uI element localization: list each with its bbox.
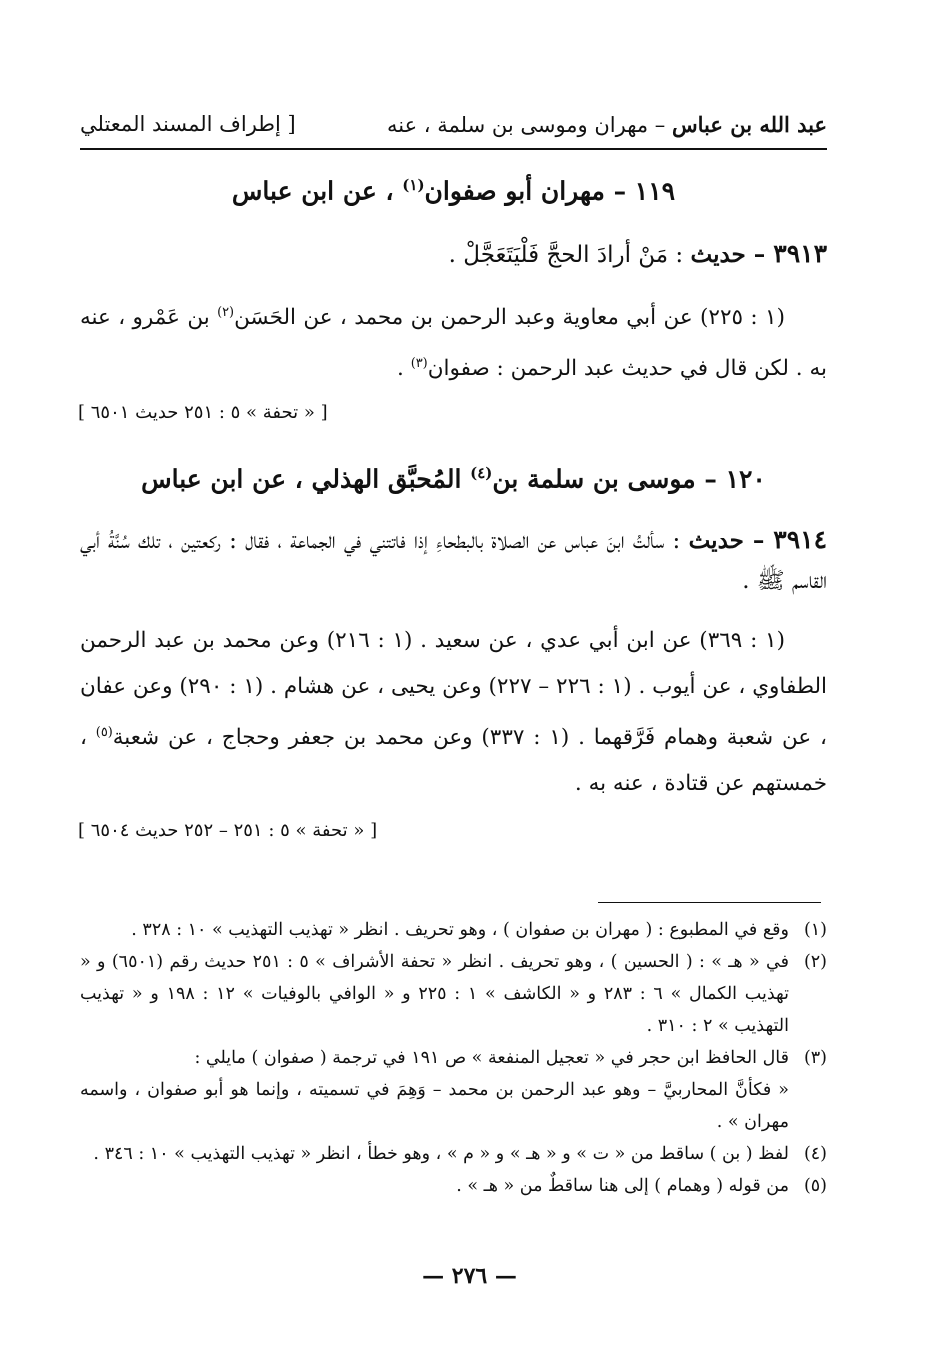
header-book-title: [ إطراف المسند المعتلي bbox=[80, 112, 296, 136]
section-title-tail: ، عن ابن عباس bbox=[231, 176, 403, 206]
footnote-number: (٣) bbox=[803, 1048, 827, 1068]
isnad-text: بن عَمْرو ، عنه به . لكن قال في حديث عبد الرحمن : صفوان bbox=[80, 305, 827, 382]
footnote-marker: (٣) bbox=[410, 356, 428, 372]
isnad-text: ، خمستهم عن قتادة ، عنه به . bbox=[80, 725, 827, 797]
header-author: عبد الله بن عباس bbox=[672, 112, 827, 137]
isnad-paragraph-3913 bbox=[80, 290, 827, 392]
header-title bbox=[387, 112, 827, 137]
isnad-text: . bbox=[397, 356, 411, 382]
footnote-4 bbox=[80, 1138, 827, 1170]
footnote-number: (٤) bbox=[803, 1144, 827, 1164]
footnote-marker: (٤) bbox=[470, 464, 493, 482]
hadith-text: : مَنْ أرادَ الحجَّ فَلْيَتَعَجَّلْ . bbox=[448, 242, 691, 268]
page-number: — ٢٧٦ — bbox=[422, 1263, 517, 1289]
footnotes bbox=[80, 914, 827, 1202]
section-title-text: ١١٩ – مهران أبو صفوان bbox=[424, 176, 676, 206]
section-title-119 bbox=[80, 176, 827, 205]
footnote-3 bbox=[80, 1042, 827, 1138]
hadith-number: ٣٩١٣ bbox=[773, 239, 827, 268]
footnote-separator bbox=[598, 902, 821, 903]
footnote-5 bbox=[80, 1170, 827, 1202]
hadith-keyword: – حديث bbox=[688, 527, 774, 554]
footnote-marker: (٥) bbox=[95, 725, 113, 740]
footnote-text: في « هـ » : ( الحسين ) ، وهو تحريف . انظر « تحفة الأشراف » ٥ : ٢٥١ حديث رقم (٦٥٠١) و « تهذيب الكمال » ٦ : ٢٨٣ و « الكاشف » ١ : ٢٢٥ و « الوافي بالوفيات » ١٢ : ١٩٨ و « تهذيب التهذيب » ٢ : ٣١٠ . bbox=[80, 952, 789, 1036]
header-subtitle: – مهران وموسى بن سلمة ، عنه bbox=[386, 113, 672, 137]
footnote-text: قال الحافظ ابن حجر في « تعجيل المنفعة » ص ١٩١ في ترجمة ( صفوان ) مايلي : bbox=[194, 1048, 789, 1068]
section-title-tail: المُحبَّق الهذلي ، عن ابن عباس bbox=[141, 464, 471, 494]
tuhfa-reference-3914: [ « تحفة » ٥ : ٢٥١ – ٢٥٢ حديث ٦٥٠٤ ] bbox=[78, 820, 378, 841]
footnote-marker: (١) bbox=[402, 176, 425, 194]
footnote-text: من قوله ( وهمام ) إلى هنا ساقطٌ من « هـ » . bbox=[456, 1176, 789, 1196]
hadith-3913 bbox=[80, 234, 827, 275]
isnad-paragraph-3914 bbox=[80, 618, 827, 807]
section-title-text: ١٢٠ – موسى بن سلمة بن bbox=[492, 464, 766, 494]
hadith-number: ٣٩١٤ bbox=[773, 525, 827, 554]
footnote-1 bbox=[80, 914, 827, 946]
hadith-text: : سألتُ ابنَ عباس عن الصلاة بالبطحاءِ إذا فاتتني في الجماعة ، فقال : ركعتين ، تلك سُنَّةُ أبي القاسم ﷺ . bbox=[80, 528, 827, 594]
section-title-120 bbox=[80, 464, 827, 493]
footnote-number: (٢) bbox=[803, 952, 827, 972]
footnote-marker: (٢) bbox=[217, 305, 235, 320]
footnote-text: لفظ ( بن ) ساقط من « ت » و « هـ » و « م » ، وهو خطأ ، انظر « تهذيب التهذيب » ١٠ : ٣٤٦ . bbox=[93, 1144, 789, 1164]
footnote-number: (٥) bbox=[803, 1176, 827, 1196]
running-header bbox=[80, 112, 827, 150]
footnote-quote: « فكأنَّ المحاربيَّ – وهو عبد الرحمن بن محمد – وَهِمَ في تسميته ، وإنما هو أبو صفوان ، واسمه مهران » . bbox=[80, 1080, 789, 1132]
isnad-text: (١ : ٢٢٥) عن أبي معاوية وعبد الرحمن بن محمد ، عن الحَسَن bbox=[234, 305, 785, 331]
hadith-3914 bbox=[80, 520, 827, 601]
footnote-text: وقع في المطبوع : ( مهران بن صفوان ) ، وهو تحريف . انظر « تهذيب التهذيب » ١٠ : ٣٢٨ . bbox=[131, 920, 789, 940]
footnote-number: (١) bbox=[803, 920, 827, 940]
footnote-2 bbox=[80, 946, 827, 1042]
tuhfa-reference-3913: [ « تحفة » ٥ : ٢٥١ حديث ٦٥٠١ ] bbox=[78, 402, 328, 423]
hadith-keyword: – حديث bbox=[690, 241, 774, 268]
isnad-text: (١ : ٣٦٩) عن ابن أبي عدي ، عن سعيد . (١ : ٢١٦) وعن محمد بن عبد الرحمن الطفاوي ، عن أيوب . (١ : ٢٢٦ – ٢٢٧) وعن يحيى ، عن هشام . (١ : ٢٩٠) وعن عفان ، عن شعبة وهمام فَرَّقهما . (١ : ٣٣٧) وعن محمد بن جعفر وحجاج ، عن شعبة bbox=[80, 628, 827, 751]
